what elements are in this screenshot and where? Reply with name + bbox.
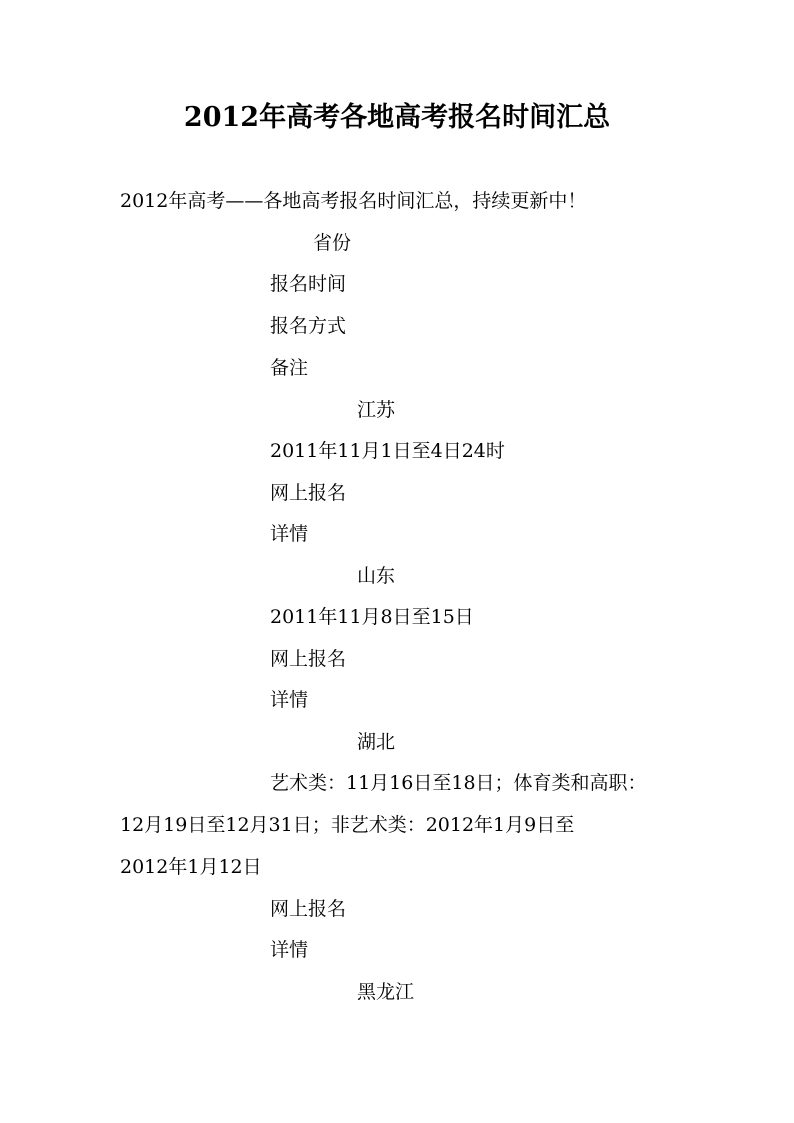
document-title: 2012年高考各地高考报名时间汇总: [183, 102, 611, 133]
header-method: 报名方式: [270, 315, 347, 337]
row-time: 2011年11月8日至15日: [270, 606, 474, 628]
row-province: 江苏: [357, 399, 396, 421]
row-method: 网上报名: [270, 648, 347, 670]
header-province: 省份: [313, 232, 352, 254]
row-province: 湖北: [357, 731, 396, 753]
row-note-link[interactable]: 详情: [270, 523, 309, 545]
row-province: 黑龙江: [357, 981, 415, 1003]
intro-text: 2012年高考——各地高考报名时间汇总，持续更新中！: [120, 190, 587, 212]
row-province: 山东: [357, 565, 396, 587]
row-note-link[interactable]: 详情: [270, 939, 309, 961]
row-time-continued: 12月19日至12月31日；非艺术类：2012年1月9日至: [120, 814, 575, 836]
header-note: 备注: [270, 357, 309, 379]
row-time: 艺术类：11月16日至18日；体育类和高职：: [270, 772, 647, 794]
header-time: 报名时间: [270, 273, 347, 295]
row-time-continued: 2012年1月12日: [120, 856, 262, 878]
row-time: 2011年11月1日至4日24时: [270, 440, 505, 462]
row-method: 网上报名: [270, 898, 347, 920]
row-note-link[interactable]: 详情: [270, 689, 309, 711]
row-method: 网上报名: [270, 482, 347, 504]
